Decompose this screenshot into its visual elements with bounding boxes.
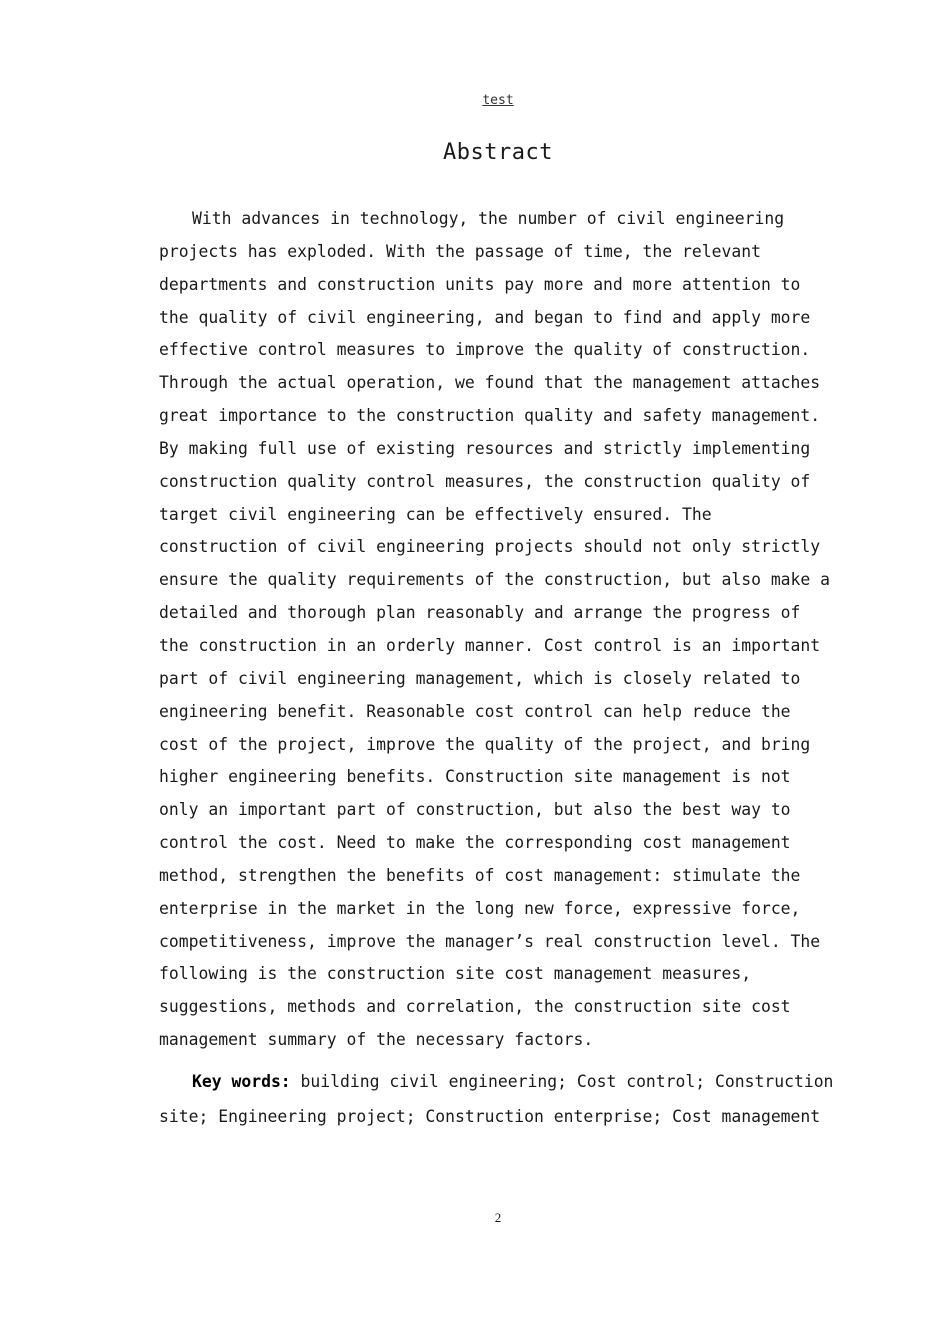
keywords-label: Key words: bbox=[192, 1072, 291, 1091]
abstract-title: Abstract bbox=[443, 140, 553, 165]
keywords-text: building civil engineering; Cost control; Construction site; Engineering project; Construction enterprise; Cost management bbox=[159, 1072, 834, 1126]
keywords-paragraph bbox=[159, 1064, 835, 1134]
abstract-paragraph: With advances in technology, the number of civil engineering projects has exploded. With the passage of time, the relevant departments and construction units pay more and more attention to the quality of civil engineering, and began to find and apply more effective control measures to improve the quality of construction. Through the actual operation, we found that the management attaches great importance to the construction quality and safety management. By making full use of existing resources and strictly implementing construction quality control measures, the construction quality of target civil engineering can be effectively ensured. The construction of civil engineering projects should not only strictly ensure the quality requirements of the construction, but also make a detailed and thorough plan reasonably and arrange the progress of the construction in an orderly manner. Cost control is an important part of civil engineering management, which is closely related to engineering benefit. Reasonable cost control can help reduce the cost of the project, improve the quality of the project, and bring higher engineering benefits. Construction site management is not only an important part of construction, but also the best way to control the cost. Need to make the corresponding cost management method, strengthen the benefits of cost management: stimulate the enterprise in the market in the long new force, expressive force, competitiveness, improve the manager’s real construction level. The following is the construction site cost management measures, suggestions, methods and correlation, the construction site cost management summary of the necessary factors. bbox=[159, 209, 831, 1050]
page-number: 2 bbox=[494, 1210, 502, 1225]
page-header: test bbox=[482, 93, 514, 108]
